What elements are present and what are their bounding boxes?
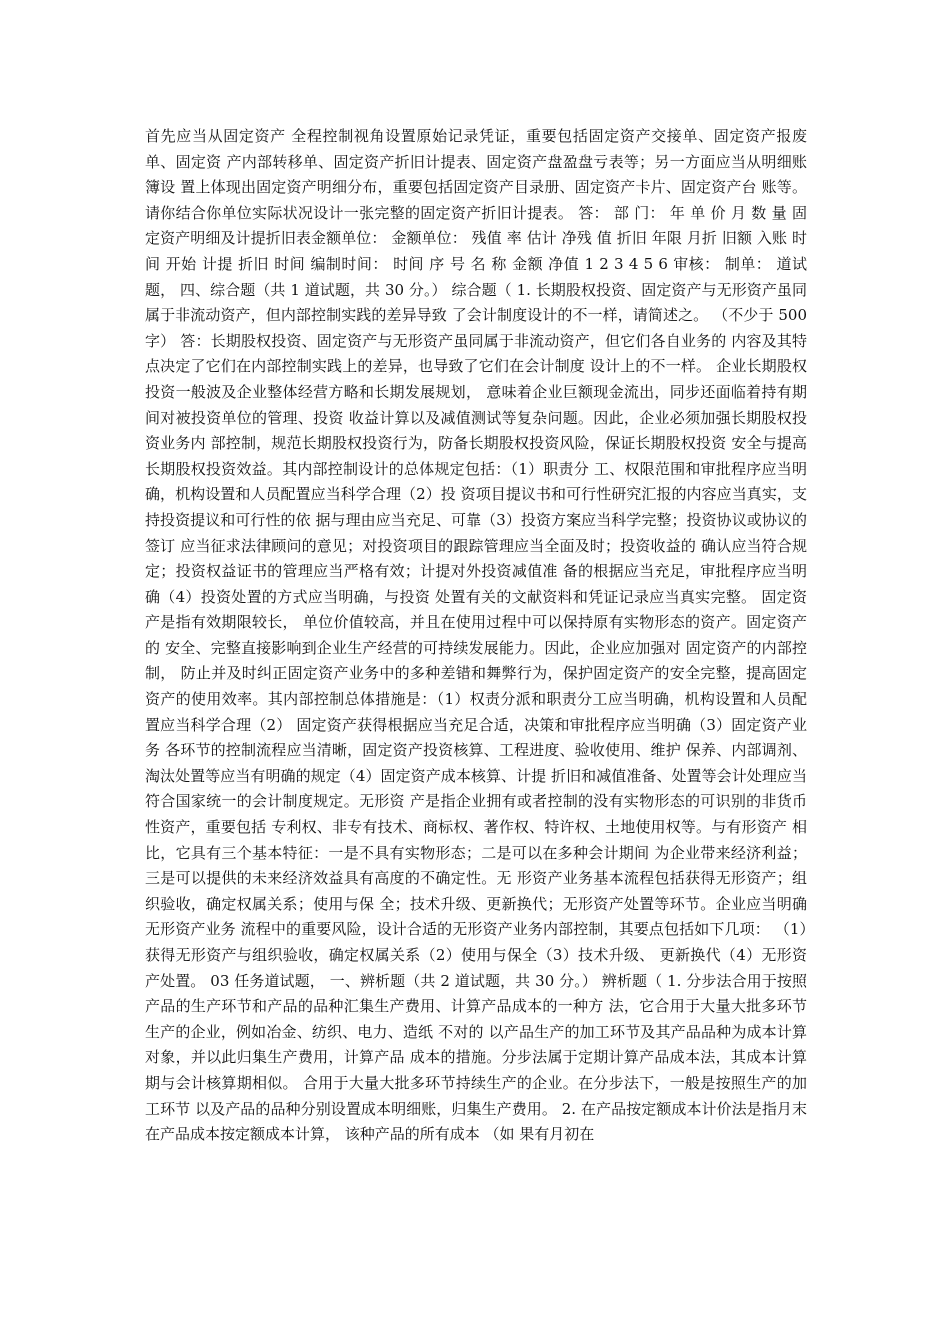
document-body-text: 首先应当从固定资产 全程控制视角设置原始记录凭证，重要包括固定资产交接单、固定资产报废单、固定资 产内部转移单、固定资产折旧计提表、固定资产盘盈盘亏表等；另一方面应当从明细账簿设 置上体现出固定资产明细分布，重要包括固定资产目录册、固定资产卡片、固定资产台 账等。请你结合你单位实际状况设计一张完整的固定资产折旧计提表。 答： 部 门： 年 单 价 月 数 量 固定资产明细及计提折旧表金额单位： 金额单位： 残值 率 估计 净残 值 折旧 年限 月折 旧额 入账 时间 开始 计提 折旧 时间 编制时间： 时间 序 号 名 称 金额 净值 1 2 3 4 5 6 审核： 制单： 道试题， 四、综合题（共 1 道试题，共 30 分。） 综合题（ 1. 长期股权投资、固定资产与无形资产虽同属于非流动资产，但内部控制实践的差异导致 了会计制度设计的不一样，请简述之。 （不少于 500 字） 答：长期股权投资、固定资产与无形资产虽同属于非流动资产，但它们各自业务的 内容及其特点决定了它们在内部控制实践上的差异，也导致了它们在会计制度 设计上的不一样。 企业长期股权投资一般波及企业整体经营方略和长期发展规划， 意味着企业巨额现金流出，同步还面临着持有期间对被投资单位的管理、投资 收益计算以及减值测试等复杂问题。因此，企业必须加强长期股权投资业务内 部控制，规范长期股权投资行为，防备长期股权投资风险，保证长期股权投资 安全与提高长期股权投资效益。其内部控制设计的总体规定包括：（1）职责分 工、权限范围和审批程序应当明确，机构设置和人员配置应当科学合理（2）投 资项目提议书和可行性研究汇报的内容应当真实，支持投资提议和可行性的依 据与理由应当充足、可靠（3）投资方案应当科学完整；投资协议或协议的签订 应当征求法律顾问的意见；对投资项目的跟踪管理应当全面及时；投资收益的 确认应当符合规定；投资权益证书的管理应当严格有效；计提对外投资减值准 备的根据应当充足，审批程序应当明确（4）投资处置的方式应当明确，与投资 处置有关的文献资料和凭证记录应当真实完整。 固定资产是指有效期限较长， 单位价值较高，并且在使用过程中可以保持原有实物形态的资产。固定资产的 安全、完整直接影响到企业生产经营的可持续发展能力。因此，企业应加强对 固定资产的内部控制， 防止并及时纠正固定资产业务中的多种差错和舞弊行为，保护固定资产的安全完整，提高固定资产的使用效率。其内部控制总体措施是：（1）权责分派和职责分工应当明确，机构设置和人员配置应当科学合理（2） 固定资产获得根据应当充足合适，决策和审批程序应当明确（3）固定资产业务 各环节的控制流程应当清晰，固定资产投资核算、工程进度、验收使用、维护 保养、内部调剂、淘汰处置等应当有明确的规定（4）固定资产成本核算、计提 折旧和减值准备、处置等会计处理应当符合国家统一的会计制度规定。无形资 产是指企业拥有或者控制的没有实物形态的可识别的非货币性资产，重要包括 专利权、非专有技术、商标权、著作权、特许权、土地使用权等。与有形资产 相比，它具有三个基本特征：一是不具有实物形态；二是可以在多种会计期间 为企业带来经济利益；三是可以提供的未来经济效益具有高度的不确定性。无 形资产业务基本流程包括获得无形资产；组织验收，确定权属关系；使用与保 全；技术升级、更新换代；无形资产处置等环节。企业应当明确无形资产业务 流程中的重要风险，设计合适的无形资产业务内部控制，其要点包括如下几项： （1）获得无形资产与组织验收，确定权属关系（2）使用与保全（3）技术升级、 更新换代（4）无形资产处置。 03 任务道试题， 一、辨析题（共 2 道试题，共 30 分。） 辨析题（ 1. 分步法合用于按照产品的生产环节和产品的品种汇集生产费用、计算产品成本的一种方 法，它合用于大量大批多环节生产的企业，例如冶金、纺织、电力、造纸 不对的 以产品生产的加工环节及其产品品种为成本计算对象，并以此归集生产费用，计算产品 成本的措施。分步法属于定期计算产品成本法，其成本计算期与会计核算期相似。 合用于大量大批多环节持续生产的企业。在分步法下，一般是按照生产的加工环节 以及产品的品种分别设置成本明细账，归集生产费用。 2. 在产品按定额成本计价法是指月末在产品成本按定额成本计算， 该种产品的所有成本 （如 果有月初在 (145, 127, 807, 1144)
